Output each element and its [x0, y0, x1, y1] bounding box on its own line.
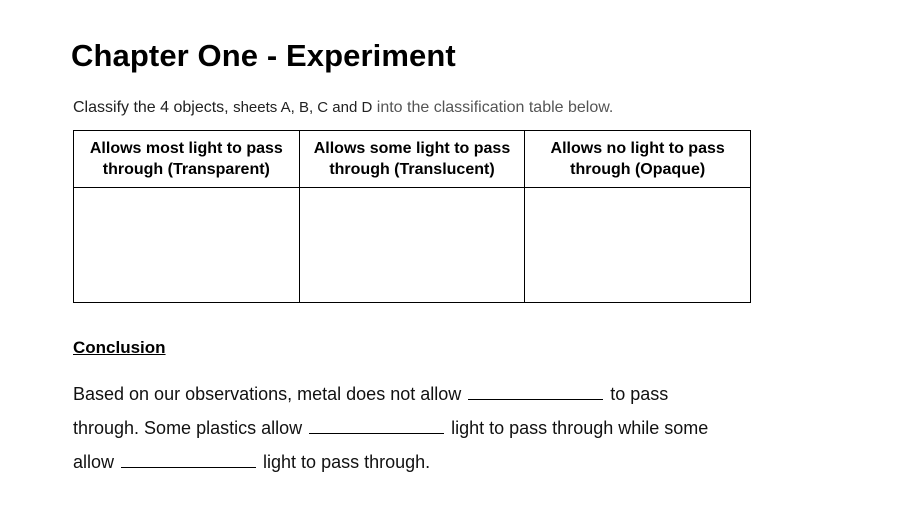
- header-opaque-line1: Allows no light to pass: [550, 140, 725, 157]
- blank-2[interactable]: [309, 432, 444, 434]
- conclusion-line-1: [73, 377, 773, 411]
- cell-translucent[interactable]: [299, 188, 525, 303]
- conclusion-line-2: [73, 411, 773, 445]
- conclusion-line3-start: allow: [73, 452, 120, 472]
- conclusion-heading: Conclusion: [73, 338, 166, 357]
- instruction-part-3: into the classification table below.: [372, 99, 614, 116]
- header-transparent-line1: Allows most light to pass: [89, 140, 283, 157]
- header-opaque-line2: through (Opaque): [570, 161, 706, 178]
- header-translucent: [299, 131, 525, 188]
- instruction-part-2: sheets A, B, C and D: [233, 99, 373, 116]
- conclusion-line-3: [73, 445, 773, 479]
- instruction-text: [73, 99, 613, 117]
- conclusion-paragraph: [73, 377, 773, 479]
- blank-3[interactable]: [121, 466, 256, 468]
- conclusion-line2-start: through. Some plastics allow: [73, 418, 308, 438]
- conclusion-line2-end: light to pass through while some: [446, 418, 709, 438]
- page-title: Chapter One - Experiment: [71, 38, 456, 73]
- conclusion-line3-end: light to pass through.: [258, 452, 431, 472]
- table-row: [74, 188, 751, 303]
- cell-transparent[interactable]: [74, 188, 300, 303]
- header-transparent: [74, 131, 300, 188]
- conclusion-line1-end: to pass: [605, 384, 669, 404]
- cell-opaque[interactable]: [525, 188, 751, 303]
- header-opaque: [525, 131, 751, 188]
- blank-1[interactable]: [468, 398, 603, 400]
- header-translucent-line2: through (Translucent): [329, 161, 495, 178]
- conclusion-line1-start: Based on our observations, metal does not allow: [73, 384, 467, 404]
- instruction-part-1: Classify the 4 objects,: [73, 99, 234, 116]
- table-header-row: [74, 131, 751, 188]
- header-transparent-line2: through (Transparent): [102, 161, 270, 178]
- classification-table: [73, 130, 751, 303]
- header-translucent-line1: Allows some light to pass: [313, 140, 511, 157]
